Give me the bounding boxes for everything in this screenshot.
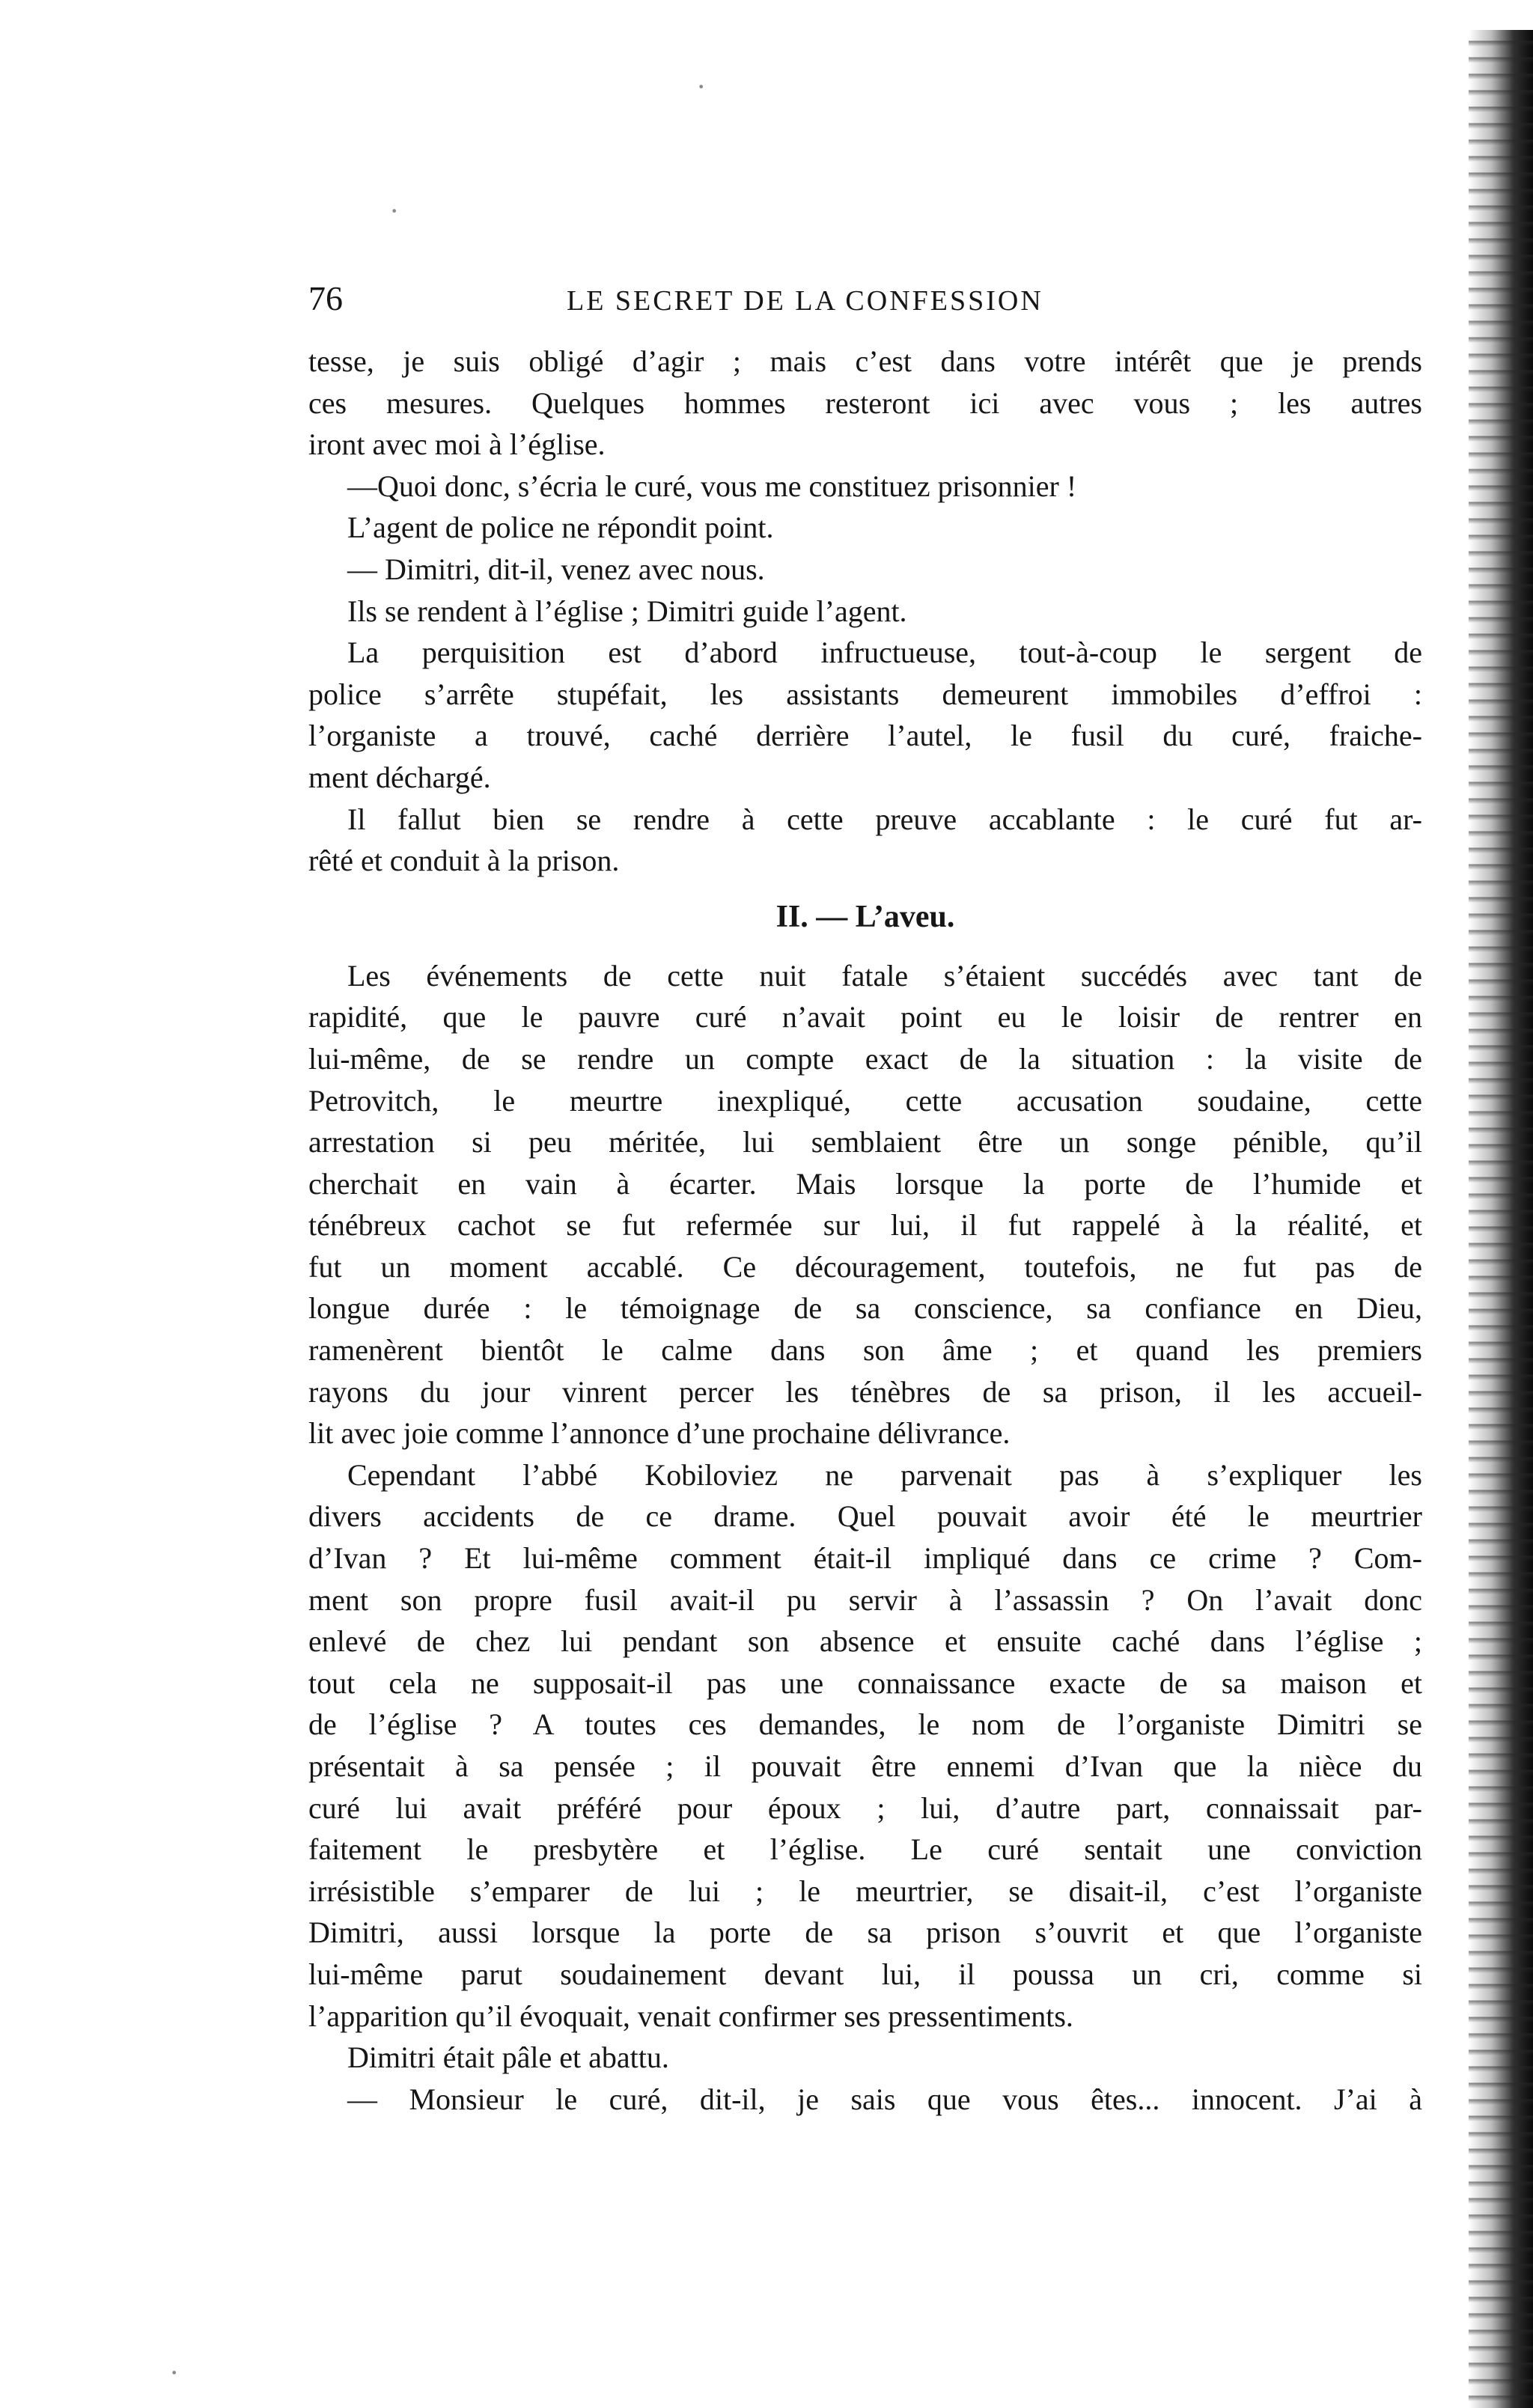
text-line: arrestation si peu méritée, lui semblaient être un songe pénible, qu’il	[308, 1125, 1422, 1159]
text-line: de l’église ? A toutes ces demandes, le nom de l’organiste Dimitri se	[308, 1707, 1422, 1742]
text-line: enlevé de chez lui pendant son absence et ensuite caché dans l’église ;	[308, 1624, 1422, 1659]
text-line: cherchait en vain à écarter. Mais lorsque la porte de l’humide et	[308, 1166, 1422, 1201]
text-line: lui-même parut soudainement devant lui, il poussa un cri, comme si	[308, 1957, 1422, 1991]
text-line: Petrovitch, le meurtre inexpliqué, cette accusation soudaine, cette	[308, 1083, 1422, 1118]
text-line: Il fallut bien se rendre à cette preuve accablante : le curé fut ar-	[347, 802, 1422, 836]
text-line: rêté et conduit à la prison.	[308, 844, 620, 878]
text-line: ténébreux cachot se fut refermée sur lui, il fut rappelé à la réalité, et	[308, 1208, 1422, 1243]
text-line: divers accidents de ce drame. Quel pouvait avoir été le meurtrier	[308, 1499, 1422, 1534]
ink-speck: ·	[389, 194, 400, 228]
text-line: l’organiste a trouvé, caché derrière l’autel, le fusil du curé, fraiche-	[308, 719, 1422, 753]
text-line: fut un moment accablé. Ce découragement, toutefois, ne fut pas de	[308, 1249, 1422, 1284]
text-line: ment son propre fusil avait-il pu servir à l’assassin ? On l’avait donc	[308, 1582, 1422, 1617]
text-line: police s’arrête stupéfait, les assistants demeurent immobiles d’effroi :	[308, 677, 1422, 711]
ink-speck: ·	[169, 2356, 180, 2389]
text-line: Dimitri était pâle et abattu.	[347, 2040, 669, 2075]
text-line: faitement le presbytère et l’église. Le curé sentait une conviction	[308, 1832, 1422, 1867]
text-line: curé lui avait préféré pour époux ; lui, d’autre part, connaissait par-	[308, 1790, 1422, 1825]
section-heading: II. — L’aveu.	[775, 899, 955, 934]
text-line: présentait à sa pensée ; il pouvait être ennemi d’Ivan que la nièce du	[308, 1749, 1422, 1783]
text-line: lui-même, de se rendre un compte exact de la situation : la visite de	[308, 1041, 1422, 1076]
text-line: iront avec moi à l’église.	[308, 427, 606, 462]
text-line: rapidité, que le pauvre curé n’avait point eu le loisir de rentrer en	[308, 1000, 1422, 1034]
text-line: irrésistible s’emparer de lui ; le meurtrier, se disait-il, c’est l’organiste	[308, 1874, 1422, 1908]
text-line: ment déchargé.	[308, 760, 491, 794]
text-line: ces mesures. Quelques hommes resteront ici avec vous ; les autres	[308, 385, 1422, 420]
text-line: Cependant l’abbé Kobiloviez ne parvenait pas à s’expliquer les	[347, 1457, 1422, 1492]
running-title: LE SECRET DE LA CONFESSION	[567, 285, 1043, 317]
text-line: La perquisition est d’abord infructueuse, tout-à-coup le sergent de	[347, 635, 1422, 670]
text-line: — Monsieur le curé, dit-il, je sais que vous êtes... innocent. J’ai à	[347, 2082, 1422, 2116]
text-line: Ils se rendent à l’église ; Dimitri guide l’agent.	[347, 594, 907, 628]
text-line: ramenèrent bientôt le calme dans son âme ; et quand les premiers	[308, 1333, 1422, 1368]
text-line: Les événements de cette nuit fatale s’étaient succédés avec tant de	[347, 958, 1422, 993]
text-line: longue durée : le témoignage de sa conscience, sa confiance en Dieu,	[308, 1291, 1422, 1326]
text-line: tesse, je suis obligé d’agir ; mais c’est dans votre intérêt que je prends	[308, 344, 1422, 378]
text-line: L’agent de police ne répondit point.	[347, 510, 774, 545]
text-line: rayons du jour vinrent percer les ténèbres de sa prison, il les accueil-	[308, 1374, 1422, 1409]
text-line: l’apparition qu’il évoquait, venait confirmer ses pressentiments.	[308, 1999, 1073, 2033]
text-line: lit avec joie comme l’annonce d’une prochaine délivrance.	[308, 1416, 1011, 1451]
text-line: Dimitri, aussi lorsque la porte de sa prison s’ouvrit et que l’organiste	[308, 1915, 1422, 1950]
text-line: tout cela ne supposait-il pas une connaissance exacte de sa maison et	[308, 1665, 1422, 1700]
ink-speck: ·	[696, 70, 707, 103]
text-line: —Quoi donc, s’écria le curé, vous me constituez prisonnier !	[347, 469, 1077, 503]
text-line: d’Ivan ? Et lui-même comment était-il impliqué dans ce crime ? Com-	[308, 1541, 1422, 1576]
body-text	[308, 341, 1422, 2120]
page-number: 76	[308, 279, 343, 317]
scanned-page-edge	[1469, 30, 1533, 2408]
page-header	[308, 278, 1424, 323]
text-line: — Dimitri, dit-il, venez avec nous.	[347, 552, 765, 586]
